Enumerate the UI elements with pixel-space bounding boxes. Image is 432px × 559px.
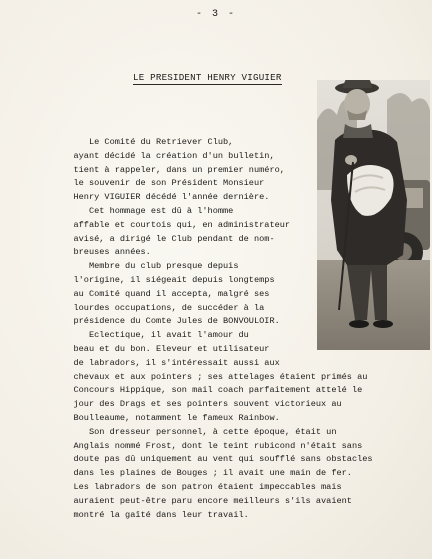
- body-line: doute pas dû uniquement au vent qui soufflé sans obstacles: [58, 454, 373, 465]
- body-line: Les labradors de son patron étaient impeccables mais: [58, 481, 342, 492]
- page-number: - 3 -: [195, 9, 236, 20]
- body-line: Le Comité du Retriever Club,: [58, 137, 234, 147]
- body-line: Cet hommage est dû à l'homme: [58, 205, 234, 216]
- body-line: auraient peut-être paru encore meilleurs s'ils avaient: [58, 495, 352, 506]
- body-line: Concours Hippique, son mail coach parfaitement attelé le: [58, 385, 363, 396]
- body-line: tient à rappeler, dans un premier numéro,: [58, 164, 285, 175]
- body-line: ayant décidé la création d'un bulletin,: [58, 150, 275, 161]
- body-line: Boulleaume, notamment le fameux Rainbow.: [58, 412, 280, 423]
- body-line: breuses années.: [58, 247, 151, 258]
- body-line: beau et du bon. Eleveur et utilisateur: [58, 343, 270, 354]
- body-line: Membre du club presque depuis: [58, 261, 239, 272]
- body-line: l'origine, il siégeait depuis longtemps: [58, 274, 275, 285]
- body-line: Eclectique, il avait l'amour du: [58, 330, 249, 341]
- body-line: jour des Drags et ses pointers souvent victorieux au: [58, 399, 342, 410]
- body-line: dans les plaines de Bouges ; il avait une main de fer.: [58, 468, 352, 479]
- body-line: Anglais nommé Frost, dont le teint rubicond n'était sans: [58, 440, 363, 451]
- body-line: Henry VIGUIER décédé l'année dernière.: [58, 192, 270, 203]
- body-line: avisé, a dirigé le Club pendant de nom-: [58, 233, 275, 244]
- body-line: le souvenir de son Président Monsieur: [58, 178, 265, 189]
- article-body: [58, 136, 373, 522]
- body-line: montré la gaîté dans leur travail.: [58, 509, 249, 520]
- body-line: au Comité quand il accepta, malgré ses: [58, 288, 270, 299]
- body-line: lourdes occupations, de succéder à la: [58, 302, 265, 313]
- body-line: chevaux et aux pointers ; ses attelages étaient primés au: [58, 371, 368, 382]
- body-line: de labradors, il s'intéressait aussi aux: [58, 357, 280, 368]
- body-line: présidence du Comte Jules de BONVOULOIR.: [58, 316, 280, 327]
- body-line: Son dresseur personnel, à cette époque, était un: [58, 426, 337, 437]
- article-title: LE PRESIDENT HENRY VIGUIER: [133, 72, 282, 83]
- body-line: affable et courtois qui, en administrateur: [58, 219, 291, 230]
